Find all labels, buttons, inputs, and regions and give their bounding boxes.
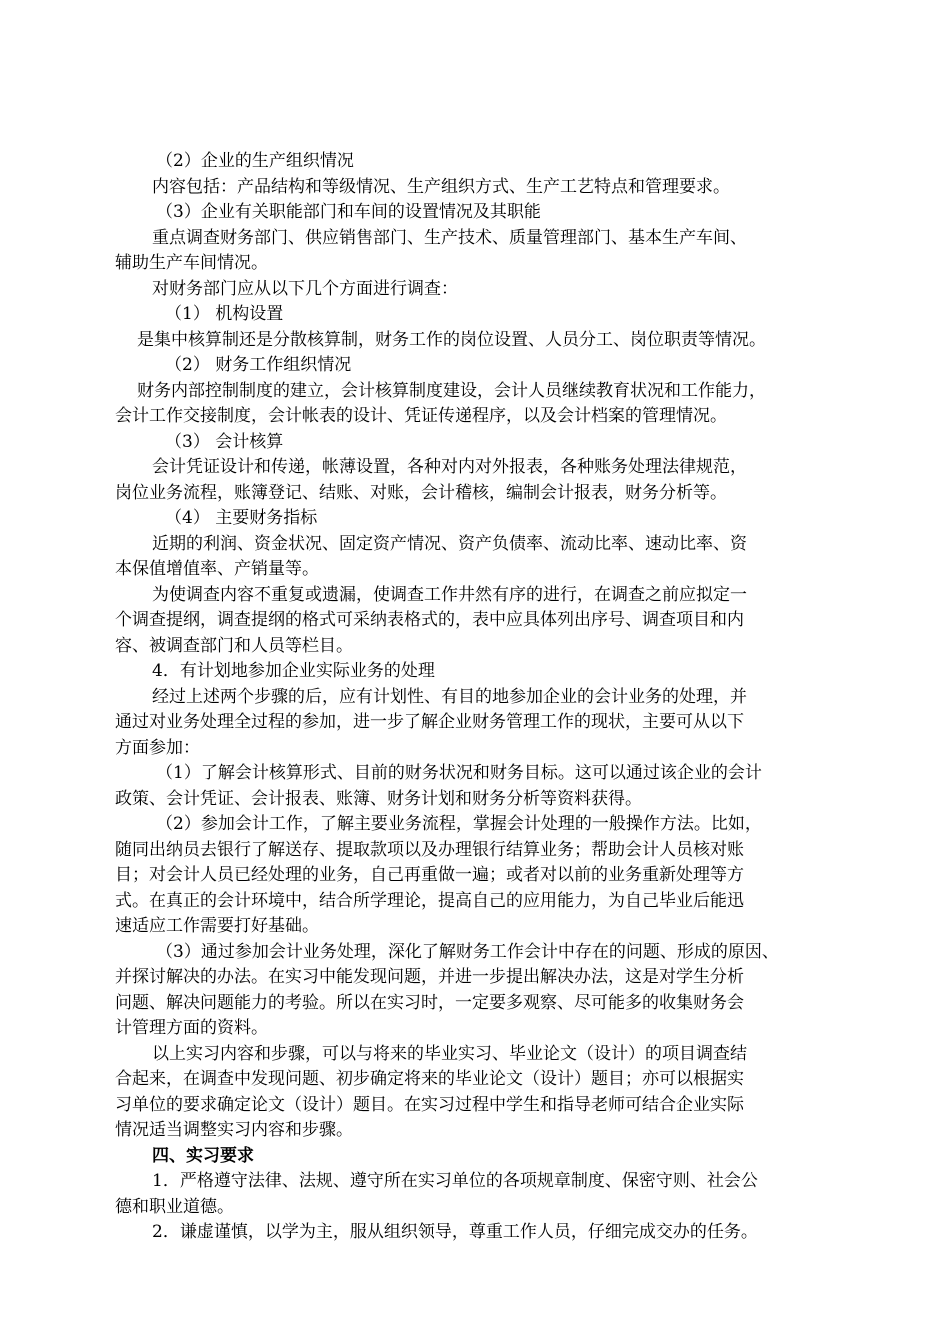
- text-line: 会计凭证设计和传递，帐薄设置，各种对内对外报表，各种账务处理法律规范，: [152, 457, 747, 477]
- text-line: 重点调查财务部门、供应销售部门、生产技术、质量管理部门、基本生产车间、: [152, 228, 747, 248]
- text-line: 德和职业道德。: [115, 1197, 234, 1217]
- text-line: （3）企业有关职能部门和车间的设置情况及其职能: [156, 202, 541, 222]
- text-line: （1） 机构设置: [165, 304, 284, 324]
- text-line: 随同出纳员去银行了解送存、提取款项以及办理银行结算业务；帮助会计人员核对账: [115, 840, 744, 860]
- text-line: （4） 主要财务指标: [165, 508, 318, 528]
- text-line: 2．谦虚谨慎，以学为主，服从组织领导，尊重工作人员，仔细完成交办的任务。: [152, 1222, 758, 1242]
- text-line: （2） 财务工作组织情况: [165, 355, 352, 375]
- text-line: 容、被调查部门和人员等栏目。: [115, 636, 353, 656]
- text-line: 目；对会计人员已经处理的业务，自己再重做一遍；或者对以前的业务重新处理等方: [115, 865, 744, 885]
- text-line: 1．严格遵守法律、法规、遵守所在实习单位的各项规章制度、保密守则、社会公: [152, 1171, 758, 1191]
- text-line: 通过对业务处理全过程的参加，进一步了解企业财务管理工作的现状，主要可从以下: [115, 712, 744, 732]
- text-line: 情况适当调整实习内容和步骤。: [115, 1120, 353, 1140]
- text-line: 问题、解决问题能力的考验。所以在实习时，一定要多观察、尽可能多的收集财务会: [115, 993, 744, 1013]
- text-line: （3） 会计核算: [165, 432, 284, 452]
- text-line: 4．有计划地参加企业实际业务的处理: [152, 661, 435, 681]
- text-line: （3）通过参加会计业务处理，深化了解财务工作会计中存在的问题、形成的原因、: [156, 942, 779, 962]
- text-line: 为使调查内容不重复或遗漏，使调查工作井然有序的进行，在调查之前应拟定一: [152, 585, 747, 605]
- text-line: 本保值增值率、产销量等。: [115, 559, 319, 579]
- text-line: 是集中核算制还是分散核算制，财务工作的岗位设置、人员分工、岗位职责等情况。: [137, 330, 766, 350]
- text-line: 财务内部控制制度的建立，会计核算制度建设，会计人员继续教育状况和工作能力，: [137, 381, 766, 401]
- text-line: 岗位业务流程，账簿登记、结账、对账，会计稽核，编制会计报表，财务分析等。: [115, 483, 727, 503]
- text-line: 个调查提纲，调查提纲的格式可采纳表格式的，表中应具体列出序号、调查项目和内: [115, 610, 744, 630]
- text-line: 辅助生产车间情况。: [115, 253, 268, 273]
- text-line: 近期的利润、资金状况、固定资产情况、资产负债率、流动比率、速动比率、资: [152, 534, 747, 554]
- text-line: 速适应工作需要打好基础。: [115, 916, 319, 936]
- text-line: 习单位的要求确定论文（设计）题目。在实习过程中学生和指导老师可结合企业实际: [115, 1095, 744, 1115]
- text-line: 并探讨解决的办法。在实习中能发现问题，并进一步提出解决办法，这是对学生分析: [115, 967, 744, 987]
- text-line: 方面参加：: [115, 738, 200, 758]
- text-line: 对财务部门应从以下几个方面进行调查：: [152, 279, 458, 299]
- text-line: （1）了解会计核算形式、目前的财务状况和财务目标。这可以通过该企业的会计: [156, 763, 762, 783]
- text-line: 以上实习内容和步骤，可以与将来的毕业实习、毕业论文（设计）的项目调查结: [152, 1044, 747, 1064]
- text-line: （2）参加会计工作，了解主要业务流程，掌握会计处理的一般操作方法。比如，: [156, 814, 762, 834]
- section-heading: 四、实习要求: [152, 1146, 254, 1166]
- text-line: （2）企业的生产组织情况: [156, 151, 354, 171]
- text-line: 计管理方面的资料。: [115, 1018, 268, 1038]
- text-line: 合起来，在调查中发现问题、初步确定将来的毕业论文（设计）题目；亦可以根据实: [115, 1069, 744, 1089]
- text-line: 经过上述两个步骤的后，应有计划性、有目的地参加企业的会计业务的处理，并: [152, 687, 747, 707]
- text-line: 内容包括：产品结构和等级情况、生产组织方式、生产工艺特点和管理要求。: [152, 177, 730, 197]
- text-line: 政策、会计凭证、会计报表、账簿、财务计划和财务分析等资料获得。: [115, 789, 642, 809]
- text-line: 式。在真正的会计环境中，结合所学理论，提高自己的应用能力，为自己毕业后能迅: [115, 891, 744, 911]
- text-line: 会计工作交接制度，会计帐表的设计、凭证传递程序，以及会计档案的管理情况。: [115, 406, 727, 426]
